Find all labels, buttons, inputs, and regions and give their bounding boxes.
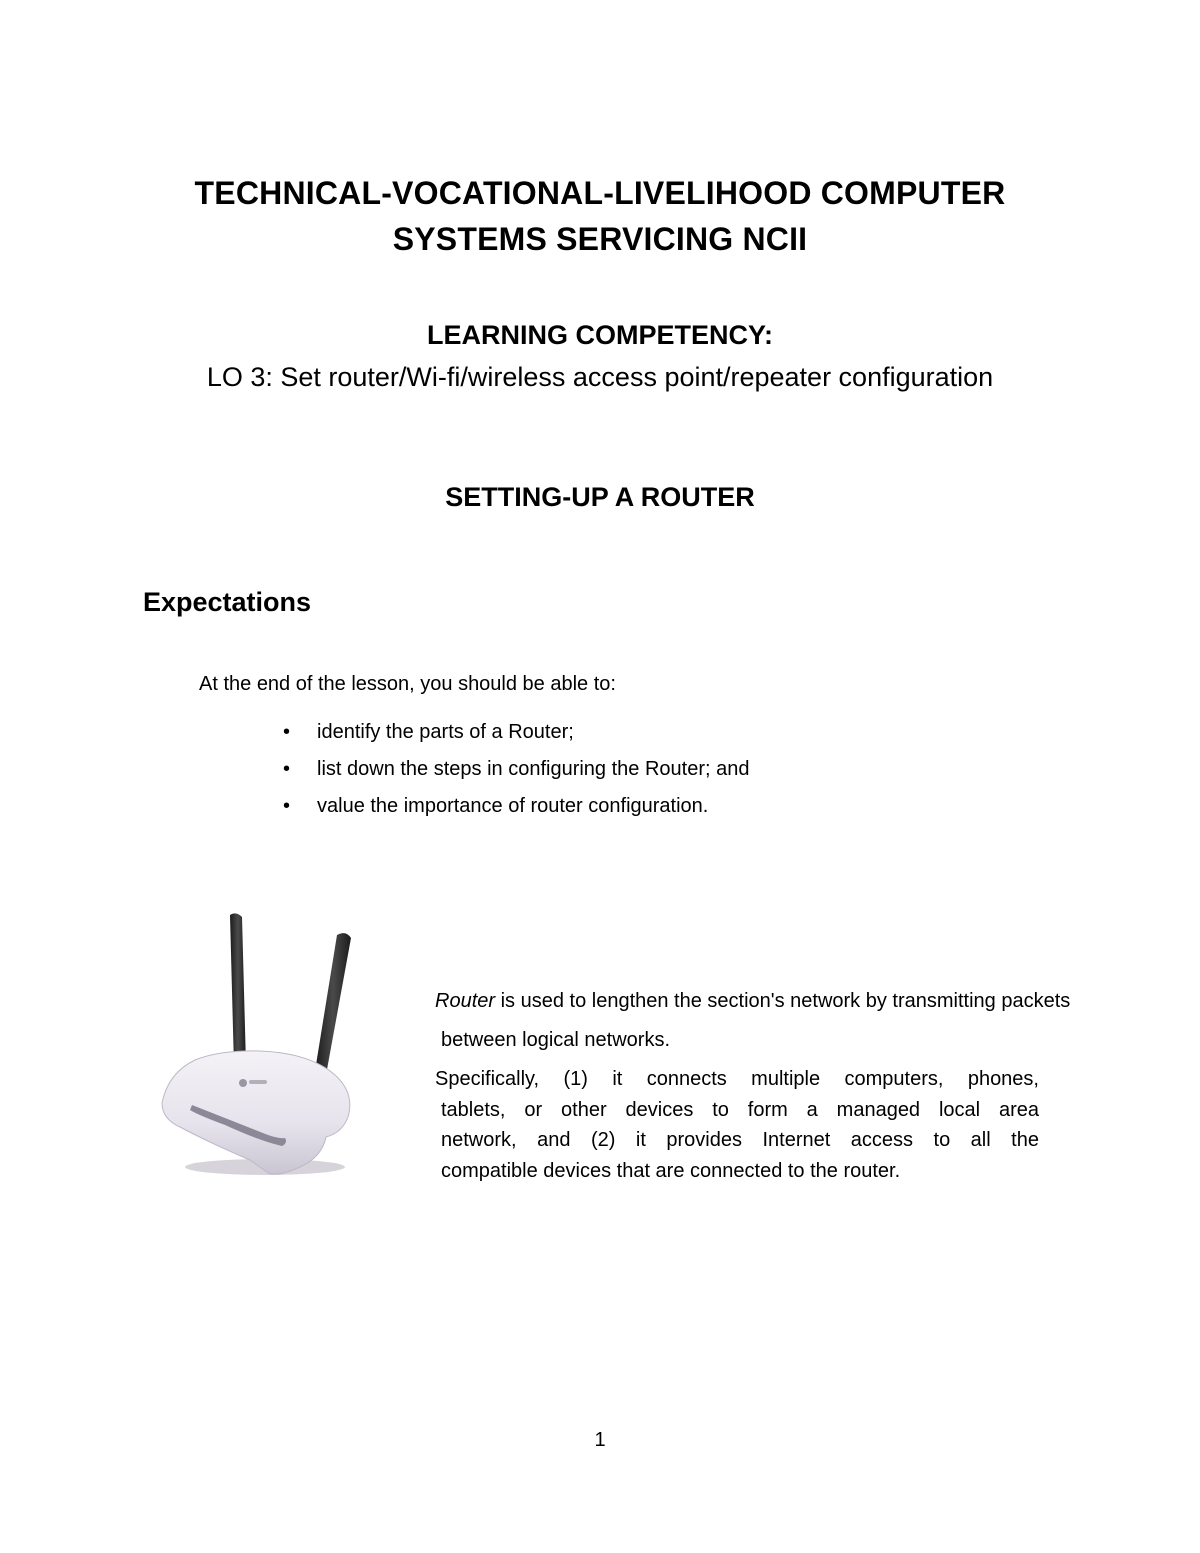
router-definition-text: is used to lengthen the section's network by transmitting packets	[495, 990, 1071, 1012]
list-item-text: list down the steps in configuring the Router; and	[317, 758, 750, 780]
bullet-icon: •	[283, 721, 291, 743]
list-item	[283, 721, 983, 758]
lesson-title: SETTING-UP A ROUTER	[445, 482, 755, 512]
router-specific-line-4: compatible devices that are connected to the router.	[441, 1160, 901, 1182]
expectations-list	[283, 721, 983, 832]
router-definition-line-2: between logical networks.	[441, 1029, 671, 1051]
title-line-2: SYSTEMS SERVICING NCII	[392, 221, 808, 257]
router-specific-line-1: Specifically, (1) it connects multiple computers, phones,	[435, 1068, 1039, 1090]
page-number: 1	[594, 1429, 606, 1451]
list-item-text: value the importance of router configuration.	[317, 795, 709, 817]
bullet-icon: •	[283, 758, 291, 780]
learning-competency-heading: LEARNING COMPETENCY:	[426, 320, 773, 350]
document-title	[0, 170, 1200, 262]
title-line-1: TECHNICAL-VOCATIONAL-LIVELIHOOD COMPUTER	[194, 175, 1006, 211]
router-image	[150, 905, 365, 1180]
list-item	[283, 758, 983, 795]
router-specific-line-3: network, and (2) it provides Internet access to all the	[441, 1129, 1039, 1151]
list-item	[283, 795, 983, 832]
router-definition-line-1	[435, 986, 1180, 1016]
learning-competency-text: LO 3: Set router/Wi-fi/wireless access point/repeater configuration	[206, 362, 994, 392]
expectations-heading: Expectations	[143, 587, 312, 617]
list-item-text: identify the parts of a Router;	[317, 721, 574, 743]
router-term: Router	[435, 990, 496, 1012]
router-specific-line-2: tablets, or other devices to form a managed local area	[441, 1099, 1039, 1121]
expectations-intro: At the end of the lesson, you should be able to:	[199, 673, 616, 695]
bullet-icon: •	[283, 795, 291, 817]
